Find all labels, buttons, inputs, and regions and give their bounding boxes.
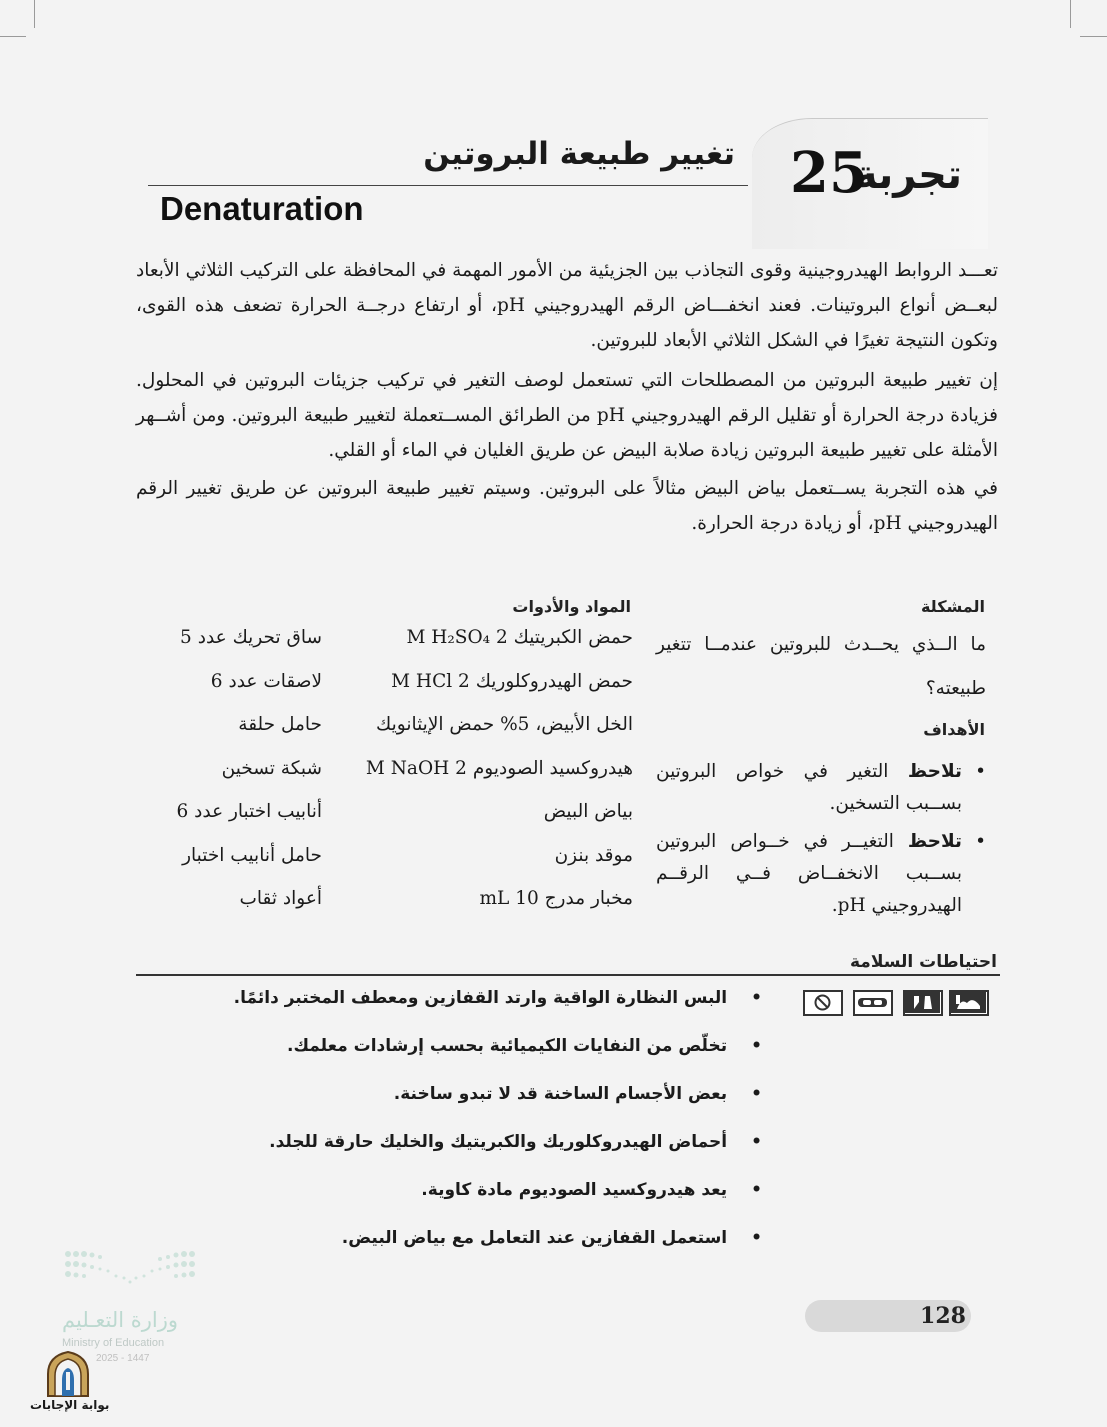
bullet: • [751,1036,762,1056]
problem-heading: المشكلة [920,597,985,616]
material-item: حامل حلقة [238,714,322,735]
goal-item [656,826,986,922]
goal-item [656,756,986,820]
material-item: شبكة تسخين [221,757,322,779]
bullet: • [975,831,986,852]
material-item: لاصقات عدد 6 [210,670,322,692]
page-title-english: Denaturation [160,190,364,227]
safety-item [287,1036,762,1056]
safety-heading: احتياطات السلامة [850,952,997,972]
safety-item-text: البس النظارة الواقية وارتد القفازين ومعطف المختبر دائمًا. [233,988,728,1008]
ministry-year: 2025 - 1447 [96,1353,150,1364]
material-item: حمض الهيدروكلوريك 2 M HCl [391,670,633,692]
intro-paragraph-3: في هذه التجربة يســتعمل بياض البيض مثالاً على البروتين. وسيتم تغيير طبيعة البروتين عن طريق تغيير الرقم الهيدروجيني pH، أو زيادة درجة الحرارة. [136,478,998,534]
page-number: 128 [920,1303,966,1329]
safety-item [269,1132,762,1152]
material-item: أنابيب اختبار عدد 6 [176,801,322,822]
safety-item [342,1228,762,1248]
title-underline [148,185,748,186]
material-item: مخبار مدرج 10 mL [479,888,633,909]
clothing-protection-icon [853,990,893,1016]
goal-verb: تلاحظ [907,831,962,852]
bullet: • [751,1132,762,1152]
material-item: بياض البيض [543,801,633,822]
safety-item [394,1084,762,1104]
ministry-logo-icon [60,1248,200,1288]
material-item: حامل أنابيب اختبار [182,844,322,866]
crop-mark [0,36,26,37]
materials-list-2 [176,623,322,928]
material-item: ساق تحريك عدد 5 [180,627,322,648]
bullet: • [751,1180,762,1200]
chemical-safety-icon [903,990,943,1016]
bullet: • [751,1084,762,1104]
material-item: أعواد ثقاب [239,888,322,909]
crop-mark [1080,36,1107,37]
page-title: تغيير طبيعة البروتين [423,136,735,172]
problem-text: ما الــذي يحــدث للبروتين عندمــا تتغير طبيعته؟ [656,634,986,699]
portal-name: بوابة الإجابات [30,1398,110,1412]
intro-paragraph-2: إن تغيير طبيعة البروتين من المصطلحات التي تستعمل لوصف التغير في تركيب جزيئات البروتين في المحلول. فزيادة درجة الحرارة أو تقليل الرقم الهيدروجيني pH من الطرائق المســتعملة لتغيير طبيعة البروتين. ومن أشــهر الأمثلة على تغيير طبيعة البروتين زيادة صلابة البيض عن طريق الغليان في الماء أو القلي. [136,370,999,461]
goals-heading: الأهداف [923,720,985,739]
thermal-safety-icon [949,990,989,1016]
intro-paragraph-1: تعـــد الروابط الهيدروجينية وقوى التجاذب بين الجزيئية من الأمور المهمة في المحافظة على التركيب الثلاثي الأبعاد لبعــض أنواع البروتينات. فعند انخفـــاض الرقم الهيدروجيني pH، أو ارتفاع درجــة الحرارة تضعف هذه القوى، وتكون النتيجة تغيرًا في الشكل الثلاثي الأبعاد للبروتين. [136,260,999,351]
safety-item-text: يعد هيدروكسيد الصوديوم مادة كاوية. [421,1180,728,1200]
goal-text: التغيــر في خــواص البروتين بســبب الانخفــاض فــي الرقــم الهيدروجيني pH. [656,831,962,916]
material-item: هيدروكسيد الصوديوم 2 M NaOH [365,757,633,779]
materials-heading: المواد والأدوات [512,597,631,616]
ministry-name-english: Ministry of Education [62,1337,165,1349]
materials-list-1 [366,623,633,928]
portal-logo-icon [42,1350,94,1398]
crop-mark [1070,0,1071,28]
ministry-name-arabic: وزارة التعـليم [62,1308,179,1332]
eye-safety-icon [803,990,843,1016]
experiment-number: 25 [790,140,868,206]
bullet: • [751,988,762,1008]
goal-text: التغير في خواص البروتين بســبب التسخين. [656,761,962,814]
safety-item-text: تخلّص من النفايات الكيميائية بحسب إرشادات معلمك. [286,1036,728,1056]
safety-item-text: بعض الأجسام الساخنة قد لا تبدو ساخنة. [393,1084,728,1104]
material-item: موقد بنزن [554,844,633,866]
crop-mark [34,0,35,28]
bullet: • [751,1228,762,1248]
safety-item-text: أحماض الهيدروكلوريك والكبريتيك والخليك حارقة للجلد. [269,1132,728,1152]
material-item: الخل الأبيض، 5% حمض الإيثانويك [376,714,633,735]
safety-item-text: استعمل القفازين عند التعامل مع بياض البيض. [341,1228,728,1248]
material-item: حمض الكبريتيك 2 M H₂SO₄ [406,627,633,648]
safety-divider [136,974,1000,976]
safety-item [421,1180,762,1200]
experiment-label: تجربة [853,152,962,198]
goal-verb: تلاحظ [907,761,962,782]
safety-item [234,988,762,1008]
bullet: • [975,761,986,782]
